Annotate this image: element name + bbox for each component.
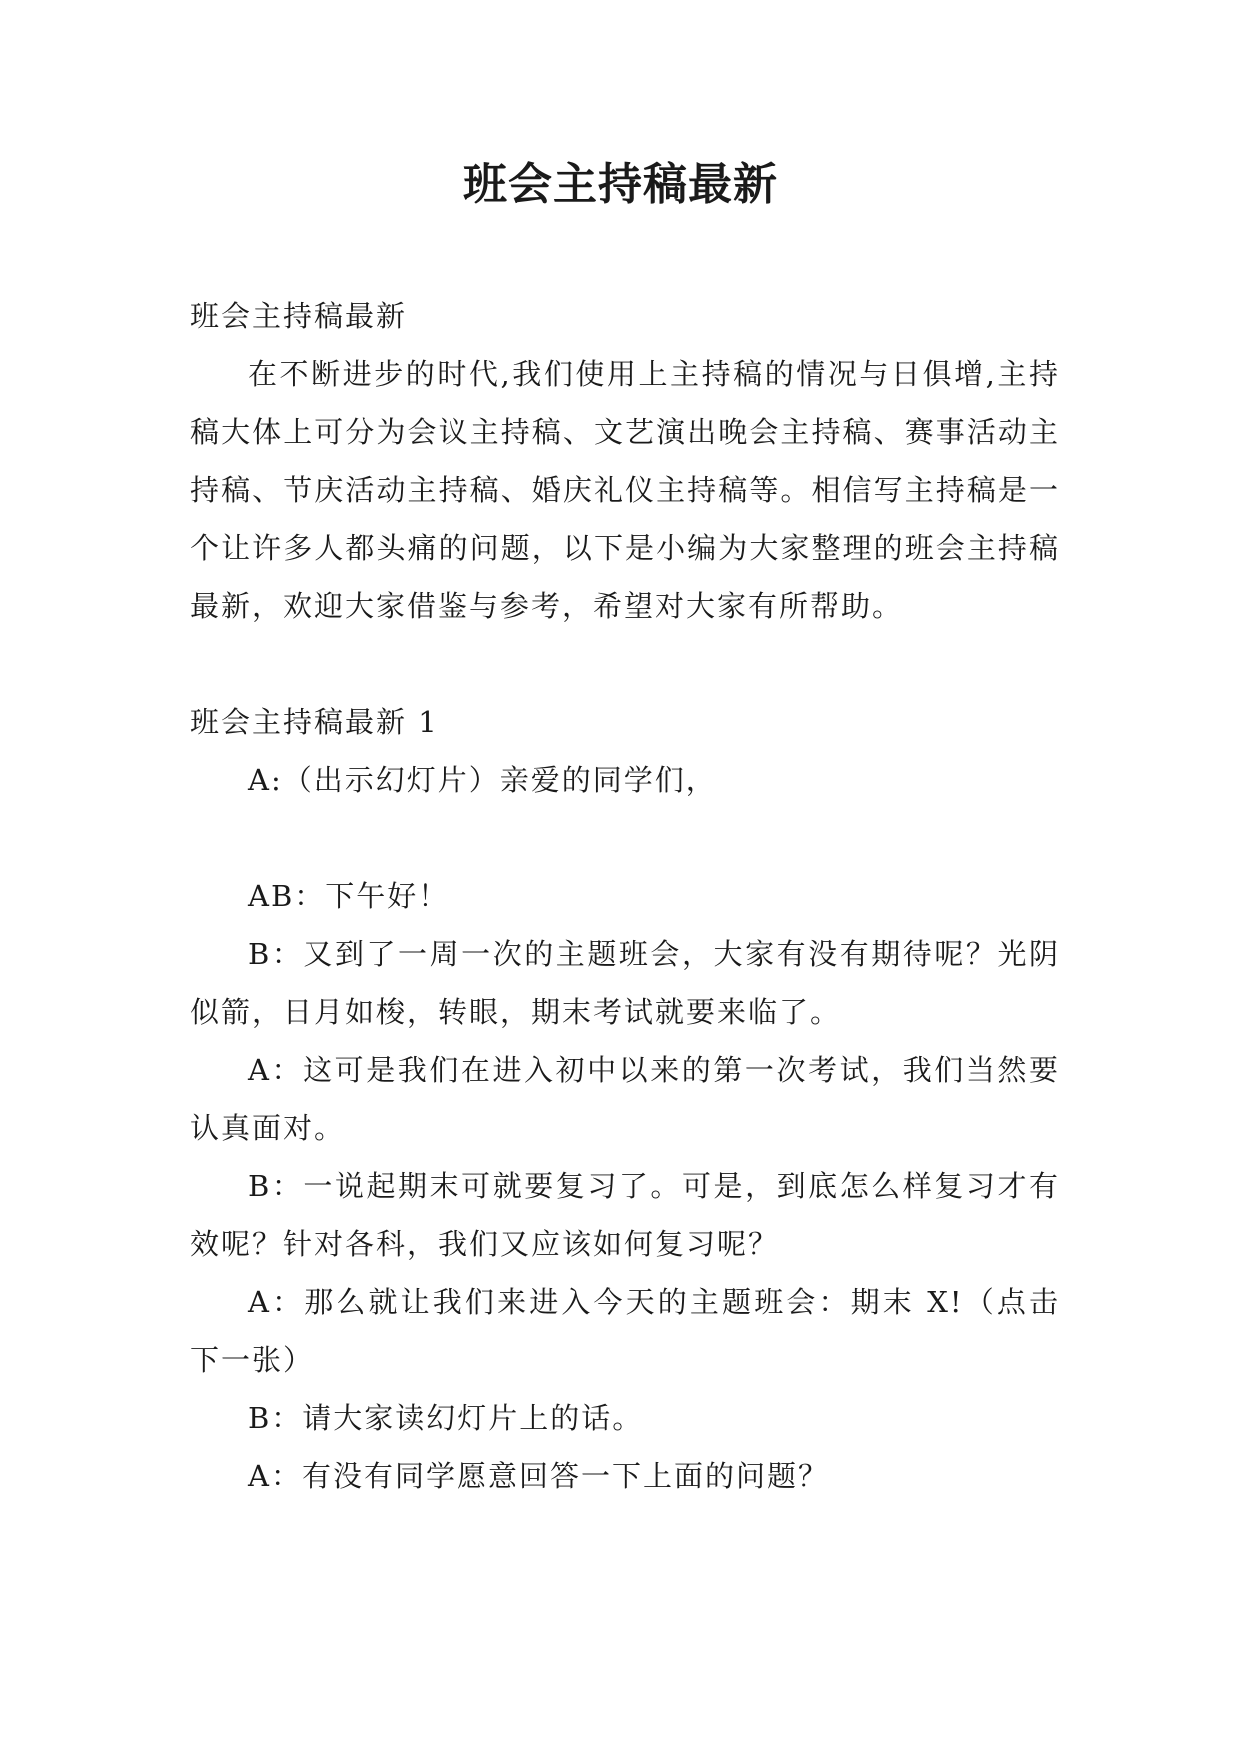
paragraph-spacer bbox=[190, 809, 1060, 867]
section-heading: 班会主持稿最新 1 bbox=[190, 705, 439, 739]
intro-heading: 班会主持稿最新 bbox=[190, 299, 408, 333]
dialogue-line-1: A:（出示幻灯片）亲爱的同学们， bbox=[248, 763, 717, 797]
dialogue-line-7: B：请大家读幻灯片上的话。 bbox=[248, 1401, 644, 1435]
dialogue-line-4: A：这可是我们在进入初中以来的第一次考试，我们当然要认真面对。 bbox=[190, 1053, 1060, 1145]
dialogue-line-2: AB：下午好！ bbox=[248, 879, 450, 913]
dialogue-line-6: A：那么就让我们来进入今天的主题班会：期末 X!（点击下一张） bbox=[190, 1285, 1060, 1377]
intro-paragraph: 在不断进步的时代,我们使用上主持稿的情况与日俱增,主持稿大体上可分为会议主持稿、文艺演出晚会主持稿、赛事活动主持稿、节庆活动主持稿、婚庆礼仪主持稿等。相信写主持稿是一个让许多人都头痛的问题，以下是小编为大家整理的班会主持稿最新，欢迎大家借鉴与参考，希望对大家有所帮助。 bbox=[190, 357, 1060, 623]
document-title: 班会主持稿最新 bbox=[463, 159, 778, 210]
dialogue-line-5: B：一说起期末可就要复习了。可是，到底怎么样复习才有效呢？针对各科，我们又应该如何复习呢？ bbox=[190, 1169, 1060, 1261]
dialogue-line-3: B：又到了一周一次的主题班会，大家有没有期待呢？光阴似箭，日月如梭，转眼，期末考试就要来临了。 bbox=[190, 937, 1060, 1029]
document-body bbox=[190, 287, 1060, 1505]
paragraph-spacer bbox=[190, 635, 1060, 693]
dialogue-line-8: A：有没有同学愿意回答一下上面的问题？ bbox=[248, 1459, 829, 1493]
